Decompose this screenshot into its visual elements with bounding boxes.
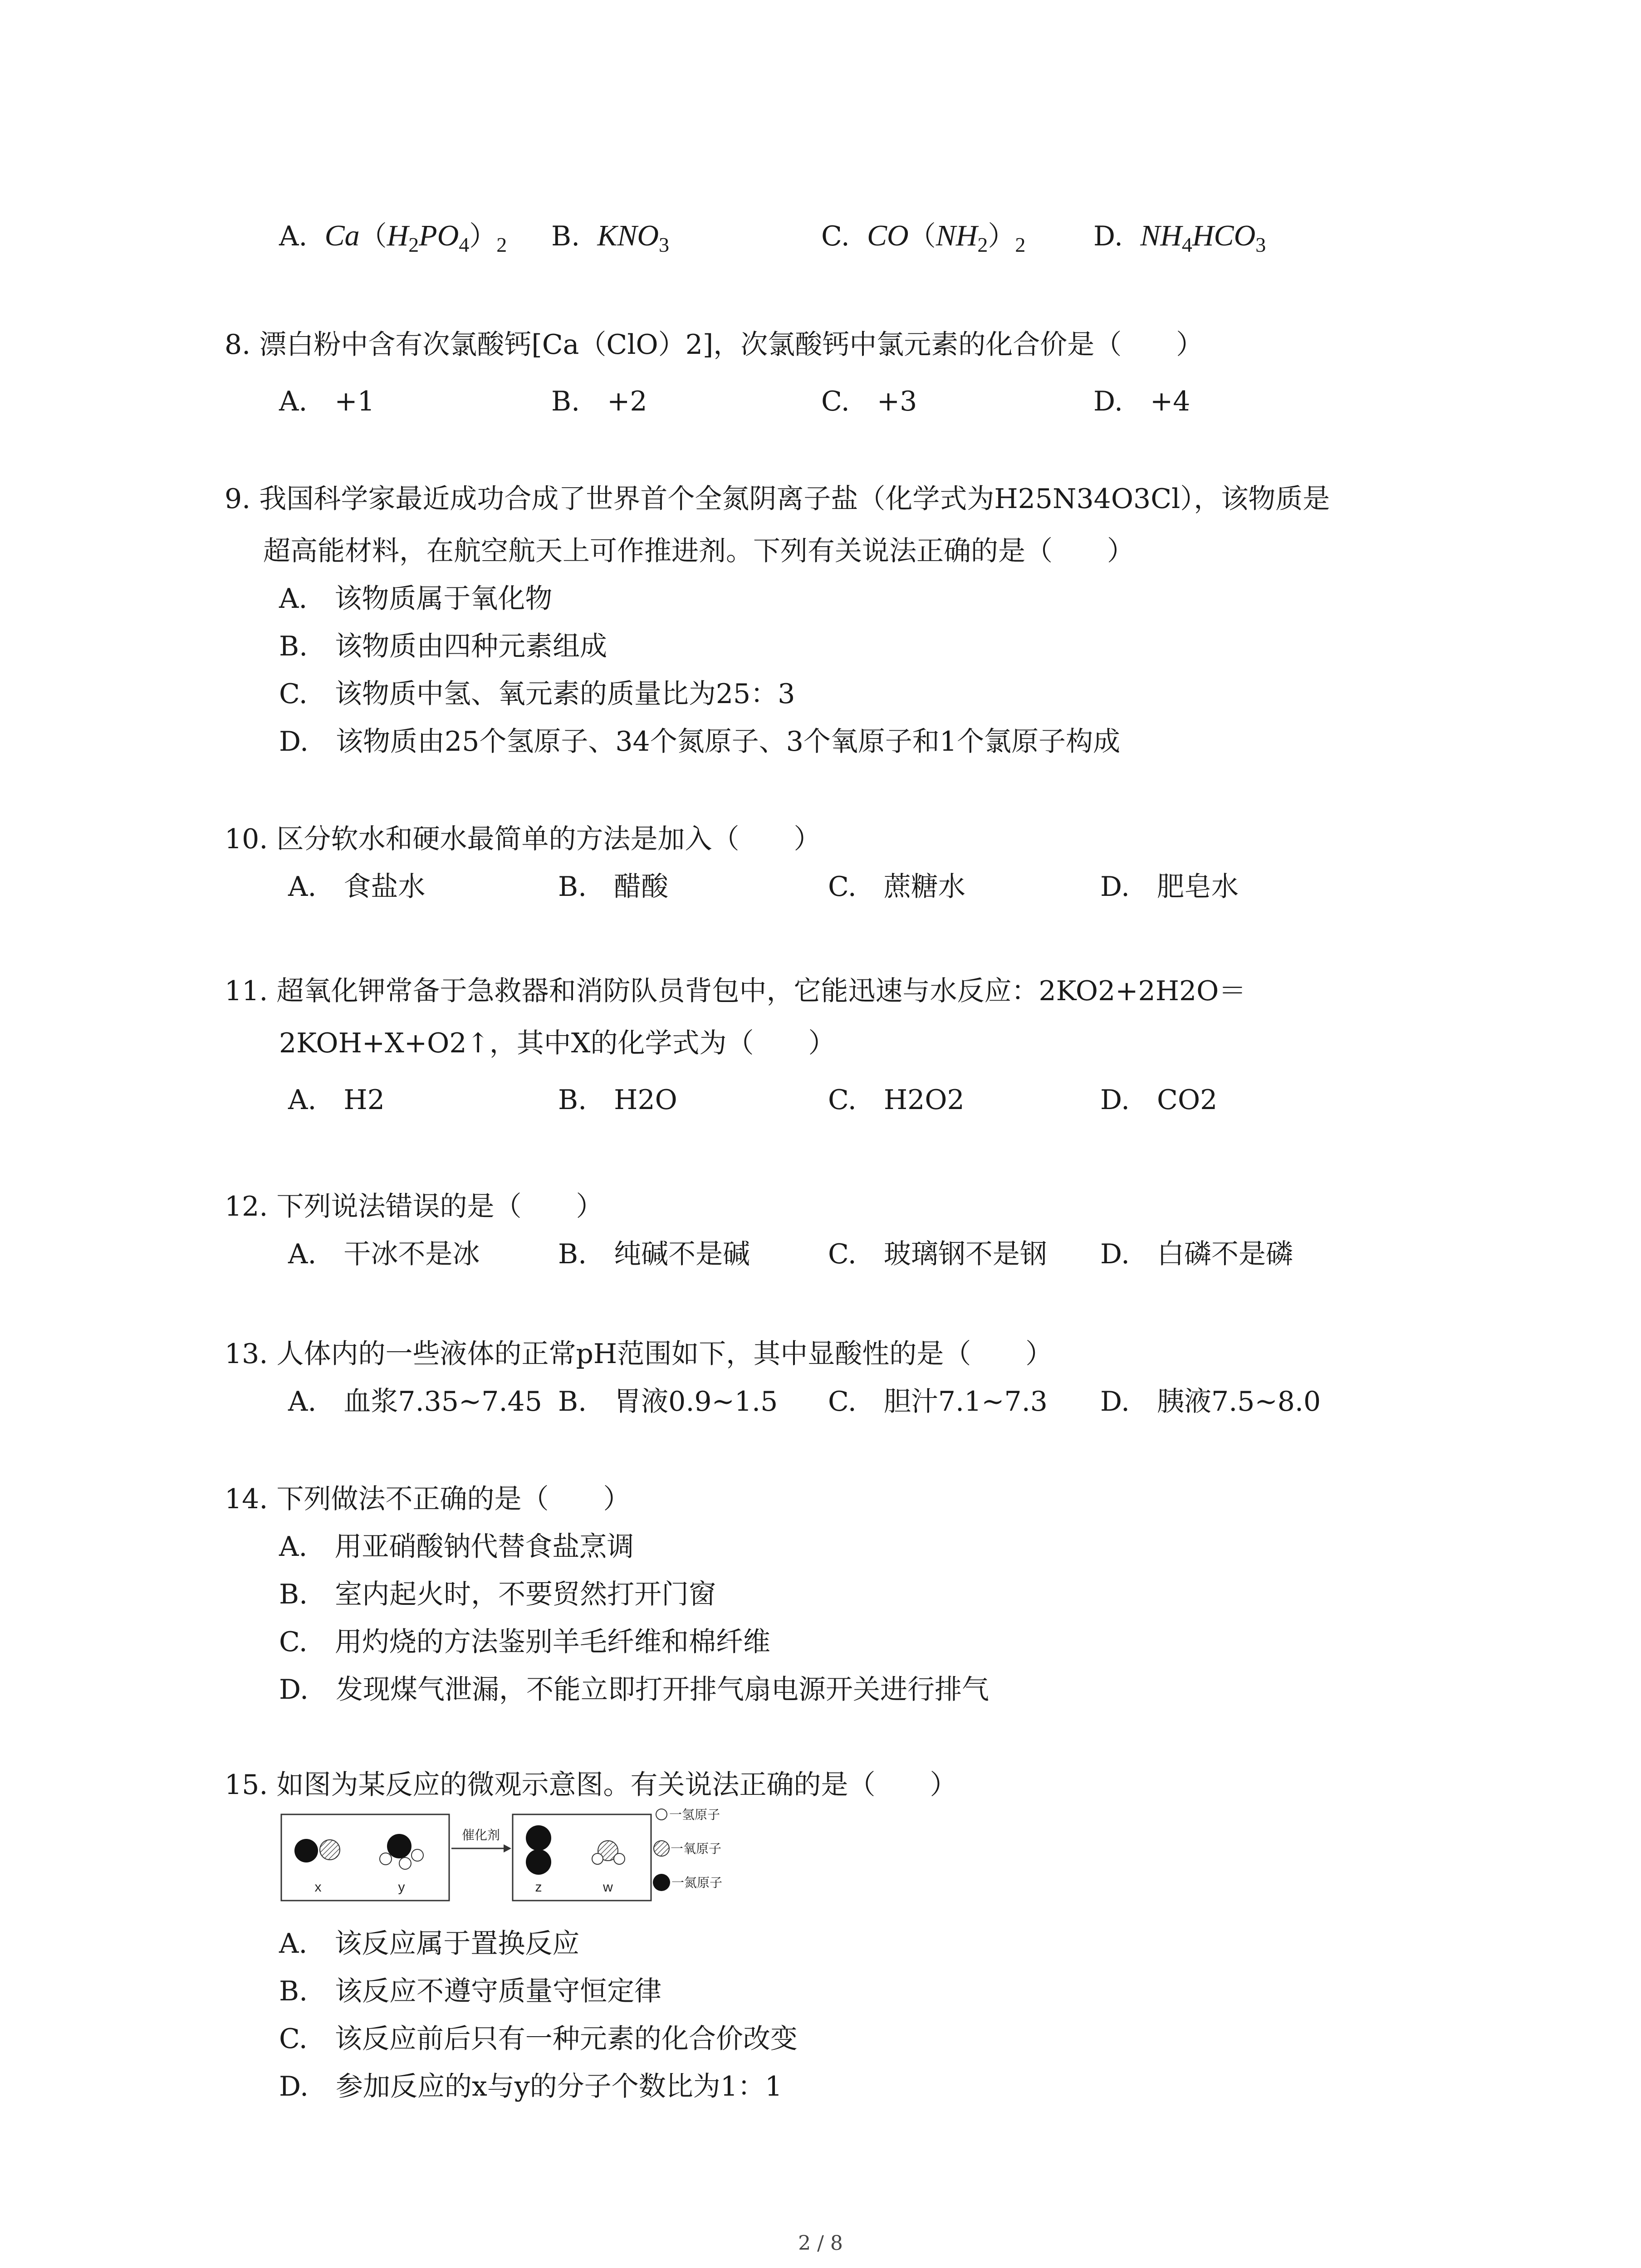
q10-option-a: A. 食盐水 xyxy=(288,871,426,903)
q11-option-a: A. H2 xyxy=(288,1084,385,1116)
q13-option-d: D. 胰液7.5~8.0 xyxy=(1100,1386,1321,1418)
q7-option-a: A. $Ca(H_2PO_4)_2$ xyxy=(279,219,507,256)
w-hydrogen-atom-1 xyxy=(592,1853,603,1864)
q9-option-d: D. 该物质由25个氢原子、34个氮原子、3个氧原子和1个氯原子构成 xyxy=(279,726,1121,758)
reaction-diagram xyxy=(279,1801,723,1919)
q13-stem: 13. 人体内的一些液体的正常pH范围如下，其中显酸性的是（ ） xyxy=(225,1338,1053,1370)
q11-stem-line2: 2KOH+X+O2↑，其中X的化学式为（ ） xyxy=(279,1027,836,1059)
q9-option-a: A. 该物质属于氧化物 xyxy=(279,583,553,615)
y-nitrogen-atom xyxy=(387,1834,411,1858)
catalyst-label: 催化剂 xyxy=(461,1828,500,1842)
y-hydrogen-atom-2 xyxy=(399,1857,411,1869)
q12-stem: 12. 下列说法错误的是（ ） xyxy=(225,1191,603,1222)
q12-option-d: D. 白磷不是磷 xyxy=(1100,1238,1293,1270)
q14-option-d: D. 发现煤气泄漏，不能立即打开排气扇电源开关进行排气 xyxy=(279,1674,989,1706)
z-nitrogen-atom-1 xyxy=(526,1825,551,1851)
label-y: y xyxy=(398,1880,405,1895)
q12-option-b: B. 纯碱不是碱 xyxy=(558,1238,750,1270)
legend-hydrogen: 一氢原子 xyxy=(669,1808,720,1822)
q11-stem-line1: 11. 超氧化钾常备于急救器和消防队员背包中，它能迅速与水反应：2KO2+2H2O＝ xyxy=(225,975,1246,1007)
q11-option-c: C. H2O2 xyxy=(828,1084,965,1116)
q14-option-c: C. 用灼烧的方法鉴别羊毛纤维和棉纤维 xyxy=(279,1626,770,1658)
legend-oxygen: 一氧原子 xyxy=(671,1842,722,1856)
z-nitrogen-atom-2 xyxy=(526,1849,551,1875)
q8-option-d: D. +4 xyxy=(1093,386,1190,417)
q10-stem: 10. 区分软水和硬水最简单的方法是加入（ ） xyxy=(225,823,821,855)
legend-hydrogen-icon xyxy=(656,1809,667,1820)
x-oxygen-atom xyxy=(320,1840,340,1860)
legend-nitrogen: 一氮原子 xyxy=(671,1876,723,1890)
y-hydrogen-atom-3 xyxy=(411,1849,423,1861)
q13-option-b: B. 胃液0.9~1.5 xyxy=(558,1386,778,1418)
q15-option-a: A. 该反应属于置换反应 xyxy=(279,1928,580,1960)
y-hydrogen-atom-1 xyxy=(380,1853,392,1865)
q10-option-b: B. 醋酸 xyxy=(558,871,669,903)
q15-stem: 15. 如图为某反应的微观示意图。有关说法正确的是（ ） xyxy=(225,1769,957,1801)
q7-option-d: D. $NH_4HCO_3$ xyxy=(1093,219,1266,256)
q9-stem-line2: 超高能材料，在航空航天上可作推进剂。下列有关说法正确的是（ ） xyxy=(263,535,1134,567)
q13-option-a: A. 血浆7.35~7.45 xyxy=(288,1386,542,1418)
label-z: z xyxy=(535,1880,542,1895)
q12-option-a: A. 干冰不是冰 xyxy=(288,1238,480,1270)
q10-option-c: C. 蔗糖水 xyxy=(828,871,965,903)
q11-option-b: B. H2O xyxy=(558,1084,677,1116)
q15-option-b: B. 该反应不遵守质量守恒定律 xyxy=(279,1975,662,2007)
q8-option-b: B. +2 xyxy=(551,386,647,417)
q11-option-d: D. CO2 xyxy=(1100,1084,1218,1116)
label-x: x xyxy=(314,1880,322,1895)
q7-option-b: B. $KNO_3$ xyxy=(551,219,670,256)
q14-option-a: A. 用亚硝酸钠代替食盐烹调 xyxy=(279,1531,634,1563)
q9-option-b: B. 该物质由四种元素组成 xyxy=(279,631,607,662)
x-nitrogen-atom xyxy=(294,1839,318,1862)
page-number: 2 / 8 xyxy=(798,2232,843,2255)
q9-option-c: C. 该物质中氢、氧元素的质量比为25：3 xyxy=(279,678,795,710)
arrow-head xyxy=(504,1844,511,1853)
q10-option-d: D. 肥皂水 xyxy=(1100,871,1239,903)
legend-oxygen-icon xyxy=(654,1841,669,1856)
q14-stem: 14. 下列做法不正确的是（ ） xyxy=(225,1483,631,1515)
q8-option-c: C. +3 xyxy=(821,386,917,417)
w-hydrogen-atom-2 xyxy=(614,1853,625,1864)
q15-option-d: D. 参加反应的x与y的分子个数比为1：1 xyxy=(279,2071,783,2102)
q12-option-c: C. 玻璃钢不是钢 xyxy=(828,1238,1047,1270)
q13-option-c: C. 胆汁7.1~7.3 xyxy=(828,1386,1048,1418)
q8-stem: 8. 漂白粉中含有次氯酸钙[Ca（ClO）2]，次氯酸钙中氯元素的化合价是（ ） xyxy=(225,329,1204,361)
legend-nitrogen-icon xyxy=(653,1874,670,1891)
label-w: w xyxy=(603,1880,613,1895)
q7-option-c: C. $CO(NH_2)_2$ xyxy=(821,219,1026,256)
q15-option-c: C. 该反应前后只有一种元素的化合价改变 xyxy=(279,2023,798,2055)
q8-option-a: A. +1 xyxy=(279,386,375,417)
q14-option-b: B. 室内起火时，不要贸然打开门窗 xyxy=(279,1579,716,1610)
q9-stem-line1: 9. 我国科学家最近成功合成了世界首个全氮阴离子盐（化学式为H25N34O3Cl），该物质是 xyxy=(225,483,1330,515)
